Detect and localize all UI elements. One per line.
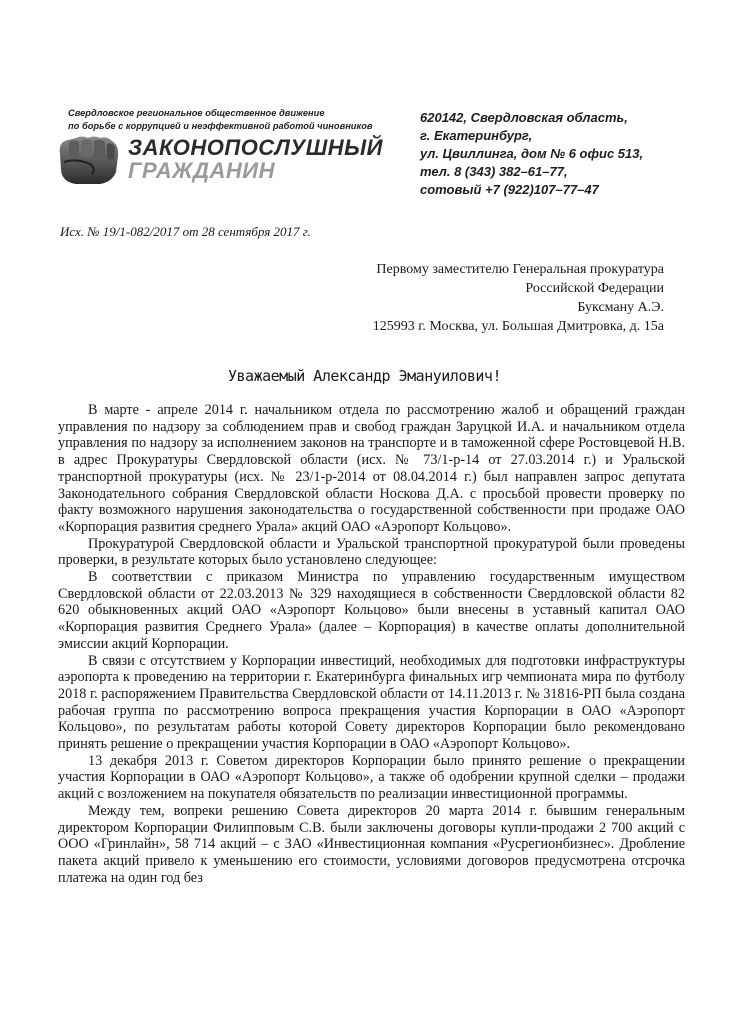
body-paragraph: В марте - апреле 2014 г. начальником отдела по рассмотрению жалоб и обращений граждан управления по надзору за соблюдением прав и свобод граждан Заруцкой И.А. и начальником отдела управления по надзору за исполнением законов на транспорте и в таможенной сфере Ростовцевой Н.В. в адрес Прокуратуры Свердловской области (исх. № 73/1-р-14 от 27.03.2014 г.) и Уральской транспортной прокуратуры (исх. № 23/1-р-2014 от 08.04.2014 г.) был направлен запрос депутата Законодательного собрания Свердловской области Носкова Д.А. с просьбой провести проверку по факту возможного нарушения законодательства о государственной собственности при продаже ОАО «Корпорация развития среднего Урала» акций ОАО «Аэропорт Кольцово». xyxy=(58,402,685,535)
org-name-line-1: ЗАКОНОПОСЛУШНЫЙ xyxy=(128,135,383,160)
contact-line: тел. 8 (343) 382–61–77, xyxy=(420,164,568,179)
outgoing-reference: Исх. № 19/1-082/2017 от 28 сентября 2017 г. xyxy=(60,224,311,239)
body-paragraph: Между тем, вопреки решению Совета директоров 20 марта 2014 г. бывшим генеральным директором Корпорации Филипповым С.В. были заключены договоры купли-продажи 2 700 акций с ООО «Гринлайн», 58 714 акций – с ЗАО «Инвестиционная компания «Русрегионбизнес». Дробление пакета акций привело к уменьшению его стоимости, условиями договоров предусмотрена отсрочка платежа на один год без xyxy=(58,802,685,886)
salutation: Уважаемый Александр Эмануилович! xyxy=(228,367,501,385)
body-paragraph: Прокуратурой Свердловской области и Уральской транспортной прокуратурой были проведены проверки, в результате которых было установлено следующее: xyxy=(58,535,685,569)
addressee-line: Первому заместителю Генеральная прокуратура xyxy=(376,262,664,277)
contact-line: г. Екатеринбург, xyxy=(420,128,533,143)
org-description-line-1: Свердловское региональное общественное движение xyxy=(68,108,325,118)
contact-line: сотовый +7 (922)107–77–47 xyxy=(420,182,599,197)
body-paragraph: 13 декабря 2013 г. Советом директоров Корпорации было принято решение о прекращении участия Корпорации в ОАО «Аэропорт Кольцово», а также об одобрении крупной сделки – продажи акций с возложением на покупателя обязательств по реализации инвестиционной программы. xyxy=(58,752,685,803)
addressee-line: Буксману А.Э. xyxy=(577,300,664,315)
addressee-line: 125993 г. Москва, ул. Большая Дмитровка, д. 15а xyxy=(372,319,664,334)
org-description-line-2: по борьбе с коррупцией и неэффективной работой чиновников xyxy=(68,121,373,131)
addressee-line: Российской Федерации xyxy=(525,281,664,296)
contact-line: 620142, Свердловская область, xyxy=(420,110,628,125)
body-paragraph: В связи с отсутствием у Корпорации инвестиций, необходимых для подготовки инфраструктуры аэропорта к проведению на территории г. Екатеринбурга финальных игр чемпионата мира по футболу 2018 г. распоряжением Правительства Свердловской области от 14.11.2013 г. № 31816-РП была создана рабочая группа по рассмотрению вопроса прекращения участия Корпорации в ОАО «Аэропорт Кольцово», по результатам работы которой Совету директоров Корпорации было рекомендовано принять решение о прекращении участия Корпорации в ОАО «Аэропорт Кольцово». xyxy=(58,652,685,753)
contact-line: ул. Цвиллинга, дом № 6 офис 513, xyxy=(420,146,644,161)
body-paragraph: В соответствии с приказом Министра по управлению государственным имуществом Свердловской области от 22.03.2013 № 329 находящиеся в собственности Свердловской области 82 620 обыкновенных акций ОАО «Аэропорт Кольцово» были внесены в уставный капитал ОАО «Корпорация развития Среднего Урала» (далее – Корпорация) в качестве оплаты дополнительной эмиссии акций Корпорации. xyxy=(58,569,685,652)
org-name-line-2: ГРАЖДАНИН xyxy=(128,158,275,183)
letter-body xyxy=(58,402,685,886)
fist-logo-icon xyxy=(56,132,122,186)
